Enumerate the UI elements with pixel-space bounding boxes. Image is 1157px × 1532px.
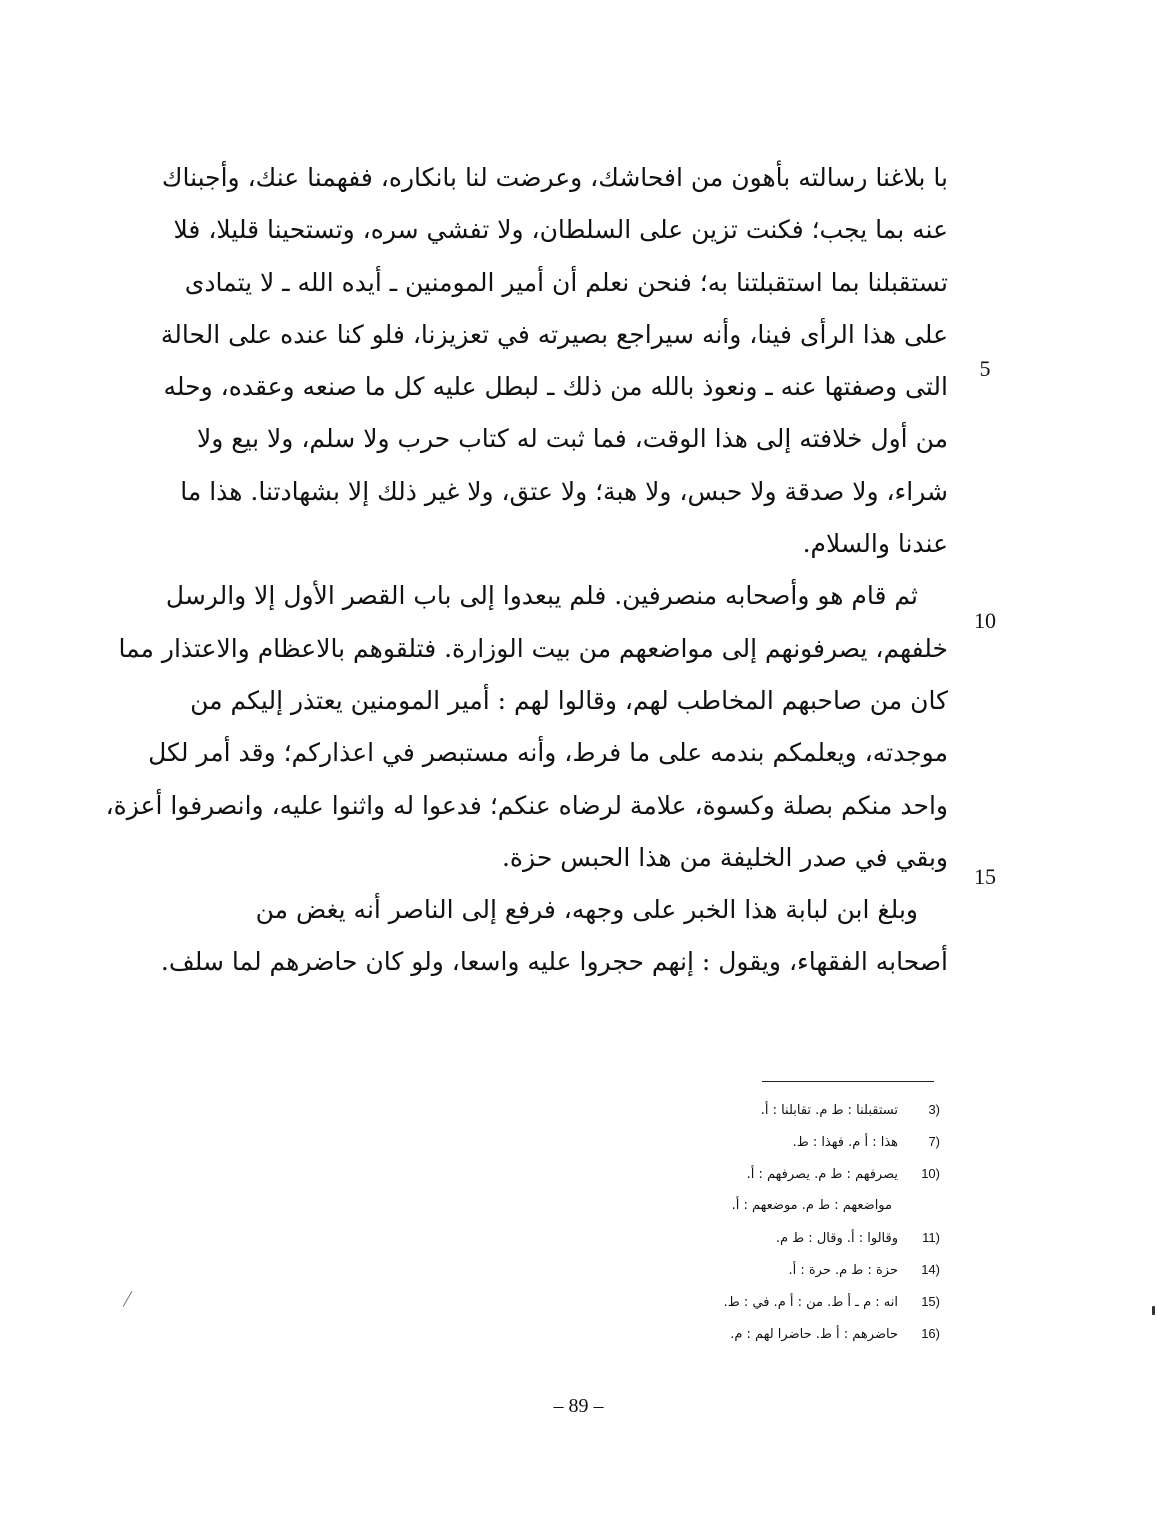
footnote-number: 10) [921, 1166, 940, 1181]
footnote-number: 16) [921, 1326, 940, 1341]
footnote-text: انه : م ـ أ ط. من : أ م. في : ط. [723, 1295, 898, 1310]
line-number-15: 15 [974, 864, 996, 889]
text-line-14: وبقي في صدر الخليفة من هذا الحبس حزة. [501, 842, 948, 872]
footnote-number: 7) [928, 1134, 940, 1149]
text-line-13: واحد منكم بصلة وكسوة، علامة لرضاه عنكم؛ فدعوا له واثنوا عليه، وانصرفوا أعزة، [105, 790, 948, 820]
footnote-number: 3) [928, 1102, 940, 1117]
line-number-10: 10 [974, 608, 996, 633]
main-text [105, 152, 948, 989]
scan-speck [123, 1291, 133, 1307]
footnote-item [560, 1094, 940, 1126]
footnote-item [560, 1222, 940, 1254]
footnote-text: تستقبلنا : ط م. تقابلنا : أ. [760, 1103, 898, 1118]
text-line-5: التى وصفتها عنه ـ ونعوذ بالله من ذلك ـ لبطل عليه كل ما صنعه وعقده، وحله [163, 372, 948, 402]
footnote-rule [762, 1081, 934, 1082]
text-line-10: خلفهم، يصرفونهم إلى مواضعهم من بيت الوزارة. فتلقوهم بالاعظام والاعتذار مما [118, 633, 948, 663]
footnote-text: هذا : أ م. فهذا : ط. [792, 1135, 898, 1150]
text-line-11: كان من صاحبهم المخاطب لهم، وقالوا لهم : أمير المومنين يعتذر إليكم من [190, 685, 948, 715]
footnote-item [560, 1254, 940, 1286]
page-number: – 89 – [553, 1395, 604, 1417]
footnote-item [560, 1158, 940, 1190]
text-line-2: عنه بما يجب؛ فكنت تزين على السلطان، ولا تفشي سره، وتستحينا قليلا، فلا [173, 215, 948, 245]
text-line-7: شراء، ولا صدقة ولا حبس، ولا هبة؛ ولا عتق، ولا غير ذلك إلا بشهادتنا. هذا ما [180, 476, 948, 506]
text-line-6: من أول خلافته إلى هذا الوقت، فما ثبت له كتاب حرب ولا سلم، ولا بيع ولا [197, 424, 948, 454]
footnote-number: 11) [922, 1230, 940, 1245]
footnote-text: مواضعهم : ط م. موضعهم : أ. [731, 1198, 892, 1213]
footnote-text: وقالوا : أ. وقال : ط م. [775, 1231, 898, 1246]
text-line-3: تستقبلنا بما استقبلتنا به؛ فنحن نعلم أن أمير المومنين ـ أيده الله ـ لا يتمادى [184, 267, 948, 297]
footnote-item-continued [560, 1190, 940, 1222]
scan-speck [1152, 1306, 1155, 1315]
footnote-item [560, 1286, 940, 1318]
footnote-item [560, 1318, 940, 1350]
footnote-text: يصرفهم : ط م. يصرفهم : أ. [746, 1167, 898, 1182]
footnote-text: حزة : ط م. حرة : أ. [788, 1263, 898, 1278]
footnotes [560, 1094, 940, 1350]
text-line-12: موجدته، ويعلمكم بندمه على ما فرط، وأنه مستبصر في اعذاركم؛ وقد أمر لكل [148, 738, 948, 768]
footnote-number: 15) [921, 1294, 940, 1309]
text-line-16: أصحابه الفقهاء، ويقول : إنهم حجروا عليه واسعا، ولو كان حاضرهم لما سلف. [160, 947, 948, 977]
footnote-text: حاضرهم : أ ط. حاضرا لهم : م. [730, 1327, 898, 1342]
line-number-5: 5 [979, 356, 991, 381]
text-line-1: با بلاغنا رسالته بأهون من افحاشك، وعرضت لنا بانكاره، ففهمنا عنك، وأجبناك [161, 163, 948, 192]
text-line-8: عندنا والسلام. [802, 529, 948, 559]
footnote-number: 14) [921, 1262, 940, 1277]
text-line-15: وبلغ ابن لبابة هذا الخبر على وجهه، فرفع إلى الناصر أنه يغض من [255, 895, 918, 925]
footnote-item [560, 1126, 940, 1158]
text-line-9: ثم قام هو وأصحابه منصرفين. فلم يبعدوا إلى باب القصر الأول إلا والرسل [165, 581, 918, 611]
text-line-4: على هذا الرأى فينا، وأنه سيراجع بصيرته في تعزيزنا، فلو كنا عنده على الحالة [160, 319, 948, 349]
